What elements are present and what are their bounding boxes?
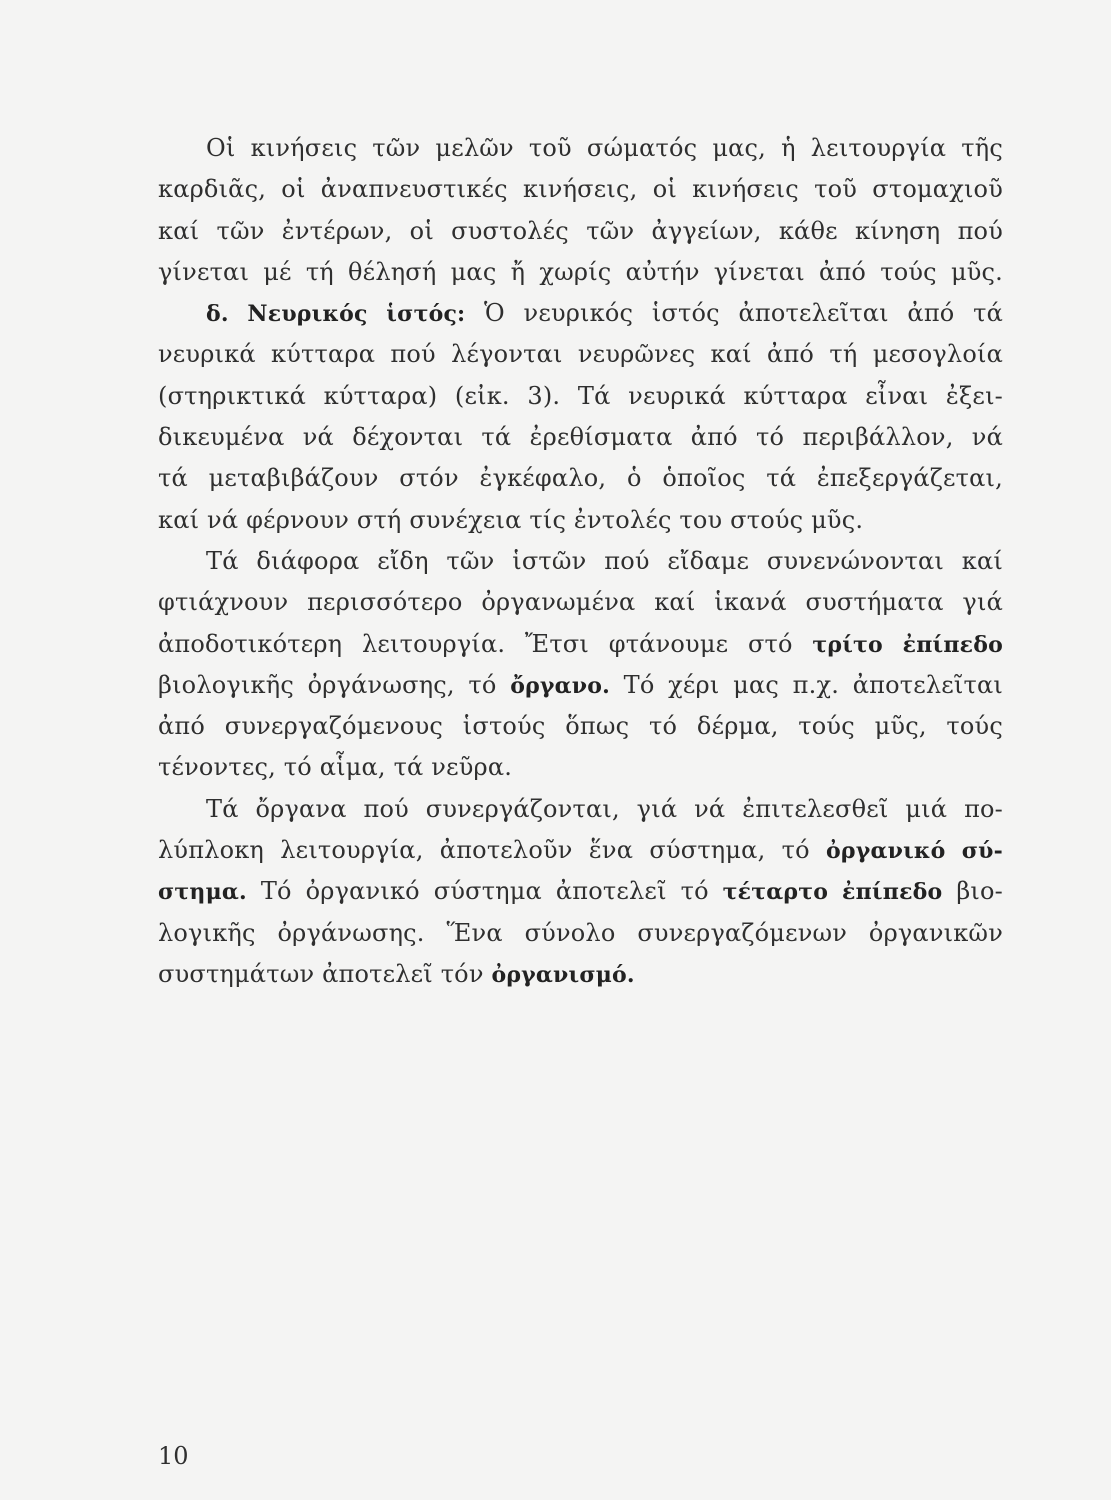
text-line: τά μεταβιβάζουν στόν ἐγκέφαλο, ὁ ὁποῖος τά ἐπεξεργάζεται, bbox=[158, 464, 1003, 493]
page-number: 10 bbox=[158, 1442, 189, 1470]
text-line: ἀπό συνεργαζόμενους ἱστούς ὅπως τό δέρμα, τούς μῦς, τούς bbox=[158, 712, 1003, 741]
text-line: καί νά φέρνουν στή συνέχεια τίς ἐντολές του στούς μῦς. bbox=[158, 505, 864, 534]
emphasis-term: στημα. bbox=[158, 879, 247, 906]
text-line: νευρικά κύτταρα πού λέγονται νευρῶνες καί ἀπό τή μεσογλοία bbox=[158, 340, 1003, 369]
text-line: καρδιᾶς, οἱ ἀναπνευστικές κινήσεις, οἱ κινήσεις τοῦ στομαχιοῦ bbox=[158, 175, 1003, 204]
emphasis-term: ὀργανισμό. bbox=[491, 961, 635, 988]
section-heading: δ. Νευρικός ἱστός: bbox=[206, 301, 466, 328]
text-line: βιολογικῆς ὀργάνωσης, τό ὄργανο. Τό χέρι μας π.χ. ἀποτελεῖται bbox=[158, 670, 1004, 699]
text-line: τένοντες, τό αἷμα, τά νεῦρα. bbox=[158, 753, 513, 782]
text-line: γίνεται μέ τή θέλησή μας ἤ χωρίς αὐτήν γίνεται ἀπό τούς μῦς. bbox=[158, 257, 1003, 286]
text-line: στημα. Τό ὀργανικό σύστημα ἀποτελεῖ τό τέταρτο ἐπίπεδο βιο- bbox=[158, 877, 1003, 906]
text-line: λύπλοκη λειτουργία, ἀποτελοῦν ἕνα σύστημα, τό ὀργανικό σύ- bbox=[158, 836, 1003, 865]
text-line: (στηρικτικά κύτταρα) (εἰκ. 3). Τά νευρικά κύτταρα εἶναι ἐξει- bbox=[158, 381, 1003, 410]
text-line: Τά ὄργανα πού συνεργάζονται, γιά νά ἐπιτελεσθεῖ μιά πο- bbox=[206, 794, 1003, 823]
emphasis-term: τρίτο ἐπίπεδο bbox=[812, 631, 1003, 658]
text-line: δ. Νευρικός ἱστός: Ὁ νευρικός ἱστός ἀποτελεῖται ἀπό τά bbox=[206, 299, 1003, 328]
emphasis-term: ὀργανικό σύ- bbox=[826, 838, 1003, 865]
body-text bbox=[158, 128, 1003, 995]
text-line: λογικῆς ὀργάνωσης. Ἕνα σύνολο συνεργαζόμενων ὀργανικῶν bbox=[158, 918, 1003, 947]
text-line: Τά διάφορα εἴδη τῶν ἱστῶν πού εἴδαμε συνενώνονται καί bbox=[206, 546, 1003, 575]
emphasis-term: τέταρτο ἐπίπεδο bbox=[722, 879, 943, 906]
text-line: δικευμένα νά δέχονται τά ἐρεθίσματα ἀπό τό περιβάλλον, νά bbox=[158, 423, 1003, 452]
text-line: ἀποδοτικότερη λειτουργία. Ἔτσι φτάνουμε στό τρίτο ἐπίπεδο bbox=[158, 629, 1003, 658]
text-line: φτιάχνουν περισσότερο ὀργανωμένα καί ἱκανά συστήματα γιά bbox=[158, 588, 1003, 617]
text-line: συστημάτων ἀποτελεῖ τόν ὀργανισμό. bbox=[158, 959, 635, 988]
text-line: Οἱ κινήσεις τῶν μελῶν τοῦ σώματός μας, ἡ λειτουργία τῆς bbox=[206, 134, 1003, 162]
emphasis-term: ὄργανο. bbox=[510, 672, 610, 699]
text-line: καί τῶν ἐντέρων, οἱ συστολές τῶν ἀγγείων, κάθε κίνηση πού bbox=[158, 216, 1003, 245]
